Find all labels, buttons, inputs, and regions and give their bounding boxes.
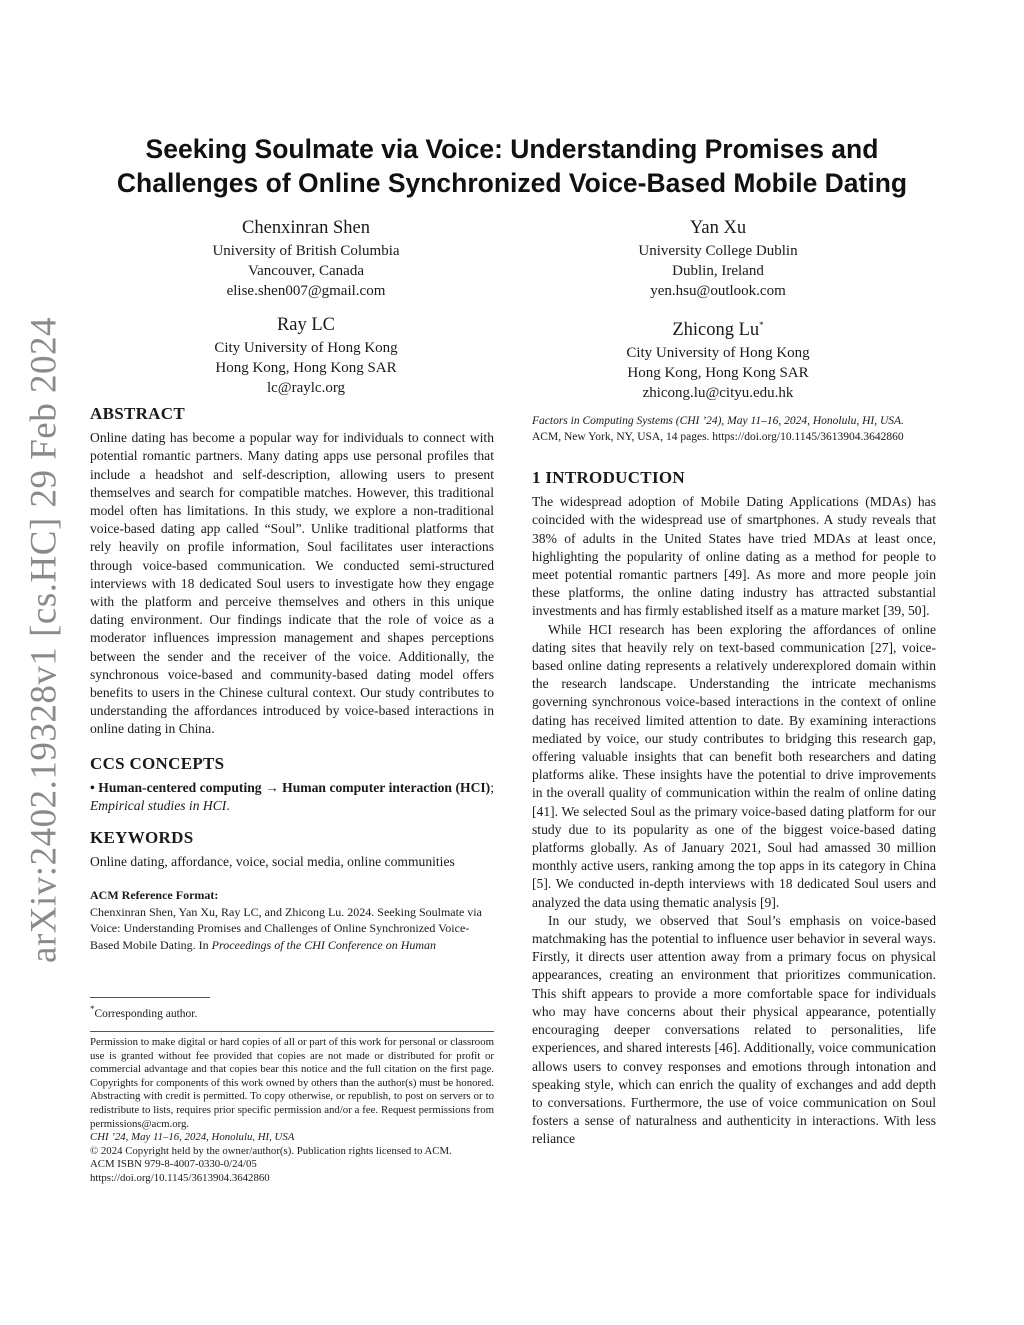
title-line-1: Seeking Soulmate via Voice: Understanding Promises and — [145, 134, 879, 164]
abstract-heading: ABSTRACT — [90, 404, 185, 423]
acm-reference-text — [90, 904, 494, 953]
paper-title — [60, 132, 964, 200]
acm-reference-venue-cont — [532, 413, 936, 429]
footnote — [90, 997, 494, 1021]
author-email[interactable]: zhicong.lu@cityu.edu.hk — [642, 385, 794, 402]
author-location: Vancouver, Canada — [247, 263, 364, 279]
ccs-separator: ; — [490, 779, 494, 795]
keywords-text: Online dating, affordance, voice, social media, online communities — [90, 854, 455, 870]
author-name: Ray LC — [276, 315, 336, 335]
author-location: Hong Kong, Hong Kong SAR — [627, 365, 809, 382]
ccs-text — [90, 779, 494, 815]
ccs-end: . — [226, 798, 230, 814]
acm-reference-venue-italic: Factors in Computing Systems (CHI ’24), May 11–16, 2024, Honolulu, HI, USA. — [532, 415, 904, 427]
conference-info: CHI ’24, May 11–16, 2024, Honolulu, HI, USA — [90, 1131, 295, 1144]
author-name: Chenxinran Shen — [242, 218, 370, 238]
author-affiliation: University of British Columbia — [212, 243, 400, 259]
author-email[interactable]: yen.hsu@outlook.com — [650, 283, 786, 299]
permission-block — [90, 1031, 494, 1186]
acm-reference-body: Chenxinran Shen, Yan Xu, Ray LC, and Zhicong Lu. 2024. Seeking Soulmate via Voice: Understanding Promises and Challenges of Online Synchronized Voice-Based Mobile Dating. In — [90, 904, 482, 952]
isbn-line: ACM ISBN 979-8-4007-0330-0/24/05 — [90, 1158, 257, 1171]
author-email[interactable]: elise.shen007@gmail.com — [226, 283, 386, 299]
left-column — [90, 405, 494, 953]
intro-paragraph-2: While HCI research has been exploring the affordances of online dating sites that heavily rely on text-based communication [27], voice-based online dating represents a relatively underexplored domain within the research landscape. Understanding the intricate mechanisms governing synchronous voice-based interactions in the context of online dating has received limited attention to date. By examining interactions mediated by voice, our study contributes to bridging this research gap, offering valuable insights that can benefit both researchers and dating platforms alike. These insights have the potential to drive improvements in the overall quality of communication within the realm of online dating [41]. We selected Soul as the primary voice-based dating platform for our study due to its popularity as one of the biggest voice-based dating platforms globally. As of January 2021, Soul had amassed 30 million monthly active users, ranking among the top apps in its category in China [5]. We conducted in-depth interviews with 18 dedicated Soul users and analyzed the data using thematic analysis [9]. — [532, 621, 936, 910]
ccs-heading: CCS CONCEPTS — [90, 753, 225, 773]
ccs-concept: • Human-centered computing → Human computer interaction (HCI) — [90, 779, 491, 795]
introduction-heading: 1 INTRODUCTION — [532, 468, 685, 487]
permission-text: Permission to make digital or hard copies of all or part of this work for personal or classroom use is granted without fee provided that copies are not made or distributed for profit or commercial advantage and that copies bear this notice and the full citation on the first page. Copyrights for components of this work owned by others than the author(s) must be honored. Abstracting with credit is permitted. To copy otherwise, or republish, to post on servers or to redistribute to lists, requires prior specific permission and/or a fee. Request permissions from permissions@acm.org. — [90, 1036, 494, 1130]
intro-paragraph-1: The widespread adoption of Mobile Dating Applications (MDAs) has coincided with the widespread use of smartphones. A study reveals that 38% of adults in the United States have tried MDAs at least once, highlighting the popularity of online dating as a method for people to meet potential romantic partners [49]. As more and more people join these platforms, the online dating industry has attracted substantial investments and has firmly established itself as a mature market [39, 50]. — [532, 494, 936, 619]
copyright-line: © 2024 Copyright held by the owner/author(s). Publication rights licensed to ACM. — [90, 1144, 452, 1157]
abstract-text: Online dating has become a popular way for individuals to connect with potential romantic partners. Many dating apps use personal profiles that include a headshot and self-description, allowing users to present themselves and search for compatible matches. However, this traditional model often has limitations. In this study, we explore a non-traditional voice-based dating app called “Soul”. Unlike traditional platforms that rely heavily on profile information, Soul facilitates user interactions through voice-based communication. We conducted semi-structured interviews with 18 dedicated Soul users to investigate how they engage with the platform and perceive themselves and others in this unique dating environment. Our findings indicate that the role of voice as a moderator influences impression management and shapes perceptions between the sender and the receiver of the voice. Additionally, the synchronous voice-based and community-based dating model offers benefits to users in the Chinese cultural context. Our study contributes to understanding the affordances introduced by voice-based interactions in online dating in China. — [90, 430, 494, 737]
acm-reference-venue: Proceedings of the CHI Conference on Human — [211, 937, 437, 952]
footnote-text: Corresponding author. — [94, 1007, 198, 1020]
author-block — [538, 312, 898, 403]
author-name: Zhicong Lu — [672, 320, 760, 341]
author-block — [538, 215, 898, 301]
acm-reference-heading: ACM Reference Format: — [90, 887, 219, 902]
author-location: Dublin, Ireland — [672, 263, 764, 279]
author-affiliation: University College Dublin — [638, 243, 798, 259]
author-affiliation: City University of Hong Kong — [626, 345, 810, 362]
author-name: Yan Xu — [689, 218, 747, 238]
right-column — [532, 413, 936, 1149]
footnote-line — [90, 1002, 494, 1021]
title-line-2: Challenges of Online Synchronized Voice-Based Mobile Dating — [116, 168, 908, 198]
intro-paragraph-3: In our study, we observed that Soul’s emphasis on voice-based matchmaking has the potential to influence user behavior in several ways. Firstly, it directs user attention away from a primary focus on physical appearances, creating an environment that prioritizes communication. This shift appears to provide a more comfortable space for individuals who may have concerns about their physical appearance, potentially encouraging deeper conversations related to personalities, life experiences, and shared interests [46]. Additionally, voice communication allows users to convey responses and emotions through intonation and speaking style, which can enrich the quality of exchanges and add depth to conversations. Furthermore, the use of voice communication on Soul fosters a sense of naturalness and authenticity in interactions. With less reliance — [532, 912, 936, 1147]
arxiv-identifier: arXiv:2402.19328v1 [cs.HC] 29 Feb 2024 — [23, 317, 65, 963]
author-affiliation: City University of Hong Kong — [214, 340, 398, 356]
footnote-rule — [90, 997, 210, 998]
arxiv-sidebar — [14, 317, 74, 963]
keywords-heading: KEYWORDS — [90, 828, 194, 848]
doi-link[interactable]: https://doi.org/10.1145/3613904.3642860 — [90, 1171, 270, 1184]
ccs-subconcept: Empirical studies in HCI — [90, 798, 227, 814]
conference-line — [90, 1131, 494, 1145]
author-email[interactable]: lc@raylc.org — [266, 380, 346, 396]
author-location: Hong Kong, Hong Kong SAR — [215, 360, 397, 376]
author-name-line — [538, 312, 898, 343]
author-block — [126, 215, 486, 301]
acm-reference-doi[interactable]: ACM, New York, NY, USA, 14 pages. https://doi.org/10.1145/3613904.3642860 — [532, 431, 904, 443]
corresponding-mark: * — [759, 320, 764, 330]
acm-reference-continued — [532, 413, 936, 445]
author-block — [126, 312, 486, 398]
footnote-mark: * — [90, 1004, 95, 1014]
